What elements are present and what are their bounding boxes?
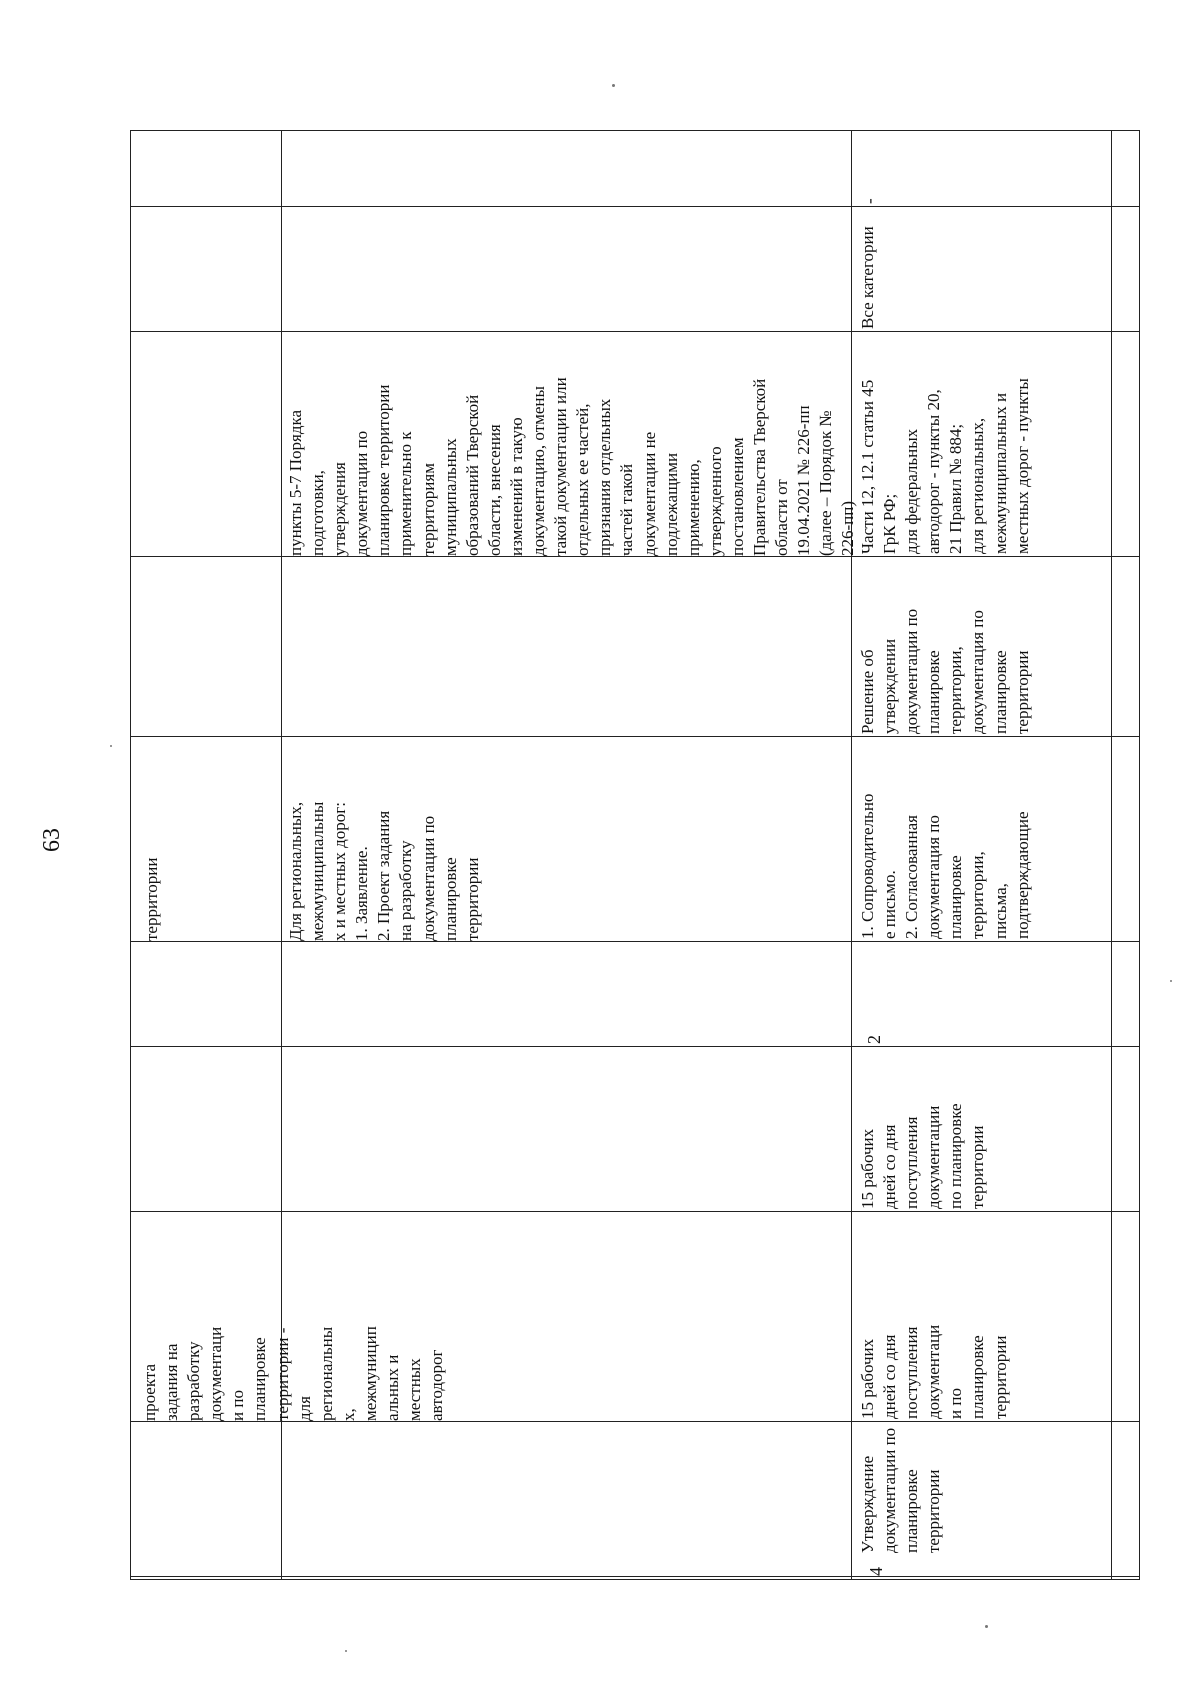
column-divider [131,556,1139,557]
column-divider [131,1576,1139,1577]
cell-legal-basis-order: пункты 5-7 Порядка подготовки, утверждения документации по планировке территории применительно к территориям муниципальных образований Тверской области, внесения изменений в такую документацию, отмены такой документации или отдельных ее частей, признания отдельных частей такой документации не подлежащими применению, утвержденного постановлением Правительства Тверской области от 19.04.2021 № 226-пп (далее – Порядок № 226-пп) [286,377,858,556]
column-divider [131,1046,1139,1047]
column-divider [131,1421,1139,1422]
cell-territory: территории [142,857,161,941]
row-divider [851,131,852,1579]
page-number: 63 [38,828,65,852]
scan-speck [612,84,615,87]
cell-applicants: Все категории [858,226,877,329]
cell-regional-documents: Для региональных, межмуниципальны х и местных дорог: 1. Заявление. 2. Проект задания на разработку документации по планировке территории [286,801,482,941]
cell-legal-basis: Части 12, 12.1 статьи 45 ГрК РФ; для федеральных автодорог - пункты 20, 21 Правил № 884; для региональных, межмуниципальных и местных дорог - пункты [858,378,1032,554]
scan-speck [110,745,112,747]
scan-speck [1170,980,1172,982]
scan-speck [985,1625,988,1628]
document-table [130,130,1140,1580]
cell-result: Решение об утверждении документации по планировке территории, документация по планировке территории [858,608,1032,734]
cell-required-documents: 1. Сопроводительно е письмо. 2. Согласованная документация по планировке территории, письма, подтверждающие [858,793,1032,939]
cell-row-number: 4 [866,1567,886,1576]
cell-task-project: проекта задания на разработку документаци и по планировке территории - для региональны х, межмуницип альных и местных автодорог [140,1326,447,1421]
scan-speck [345,1650,347,1652]
cell-approval-service: Утверждение документации по планировке территории [858,1427,944,1553]
cell-fee: - [860,198,879,204]
cell-refusal-grounds: 2 [864,1035,884,1044]
cell-term-general: 15 рабочих дней со дня поступления документаци и по планировке территории [858,1324,1010,1419]
cell-term-extraterritorial: 15 рабочих дней со дня поступления документации по планировке территории [858,1103,988,1209]
column-divider [131,206,1139,207]
column-divider [131,941,1139,942]
column-divider [1111,131,1112,1579]
